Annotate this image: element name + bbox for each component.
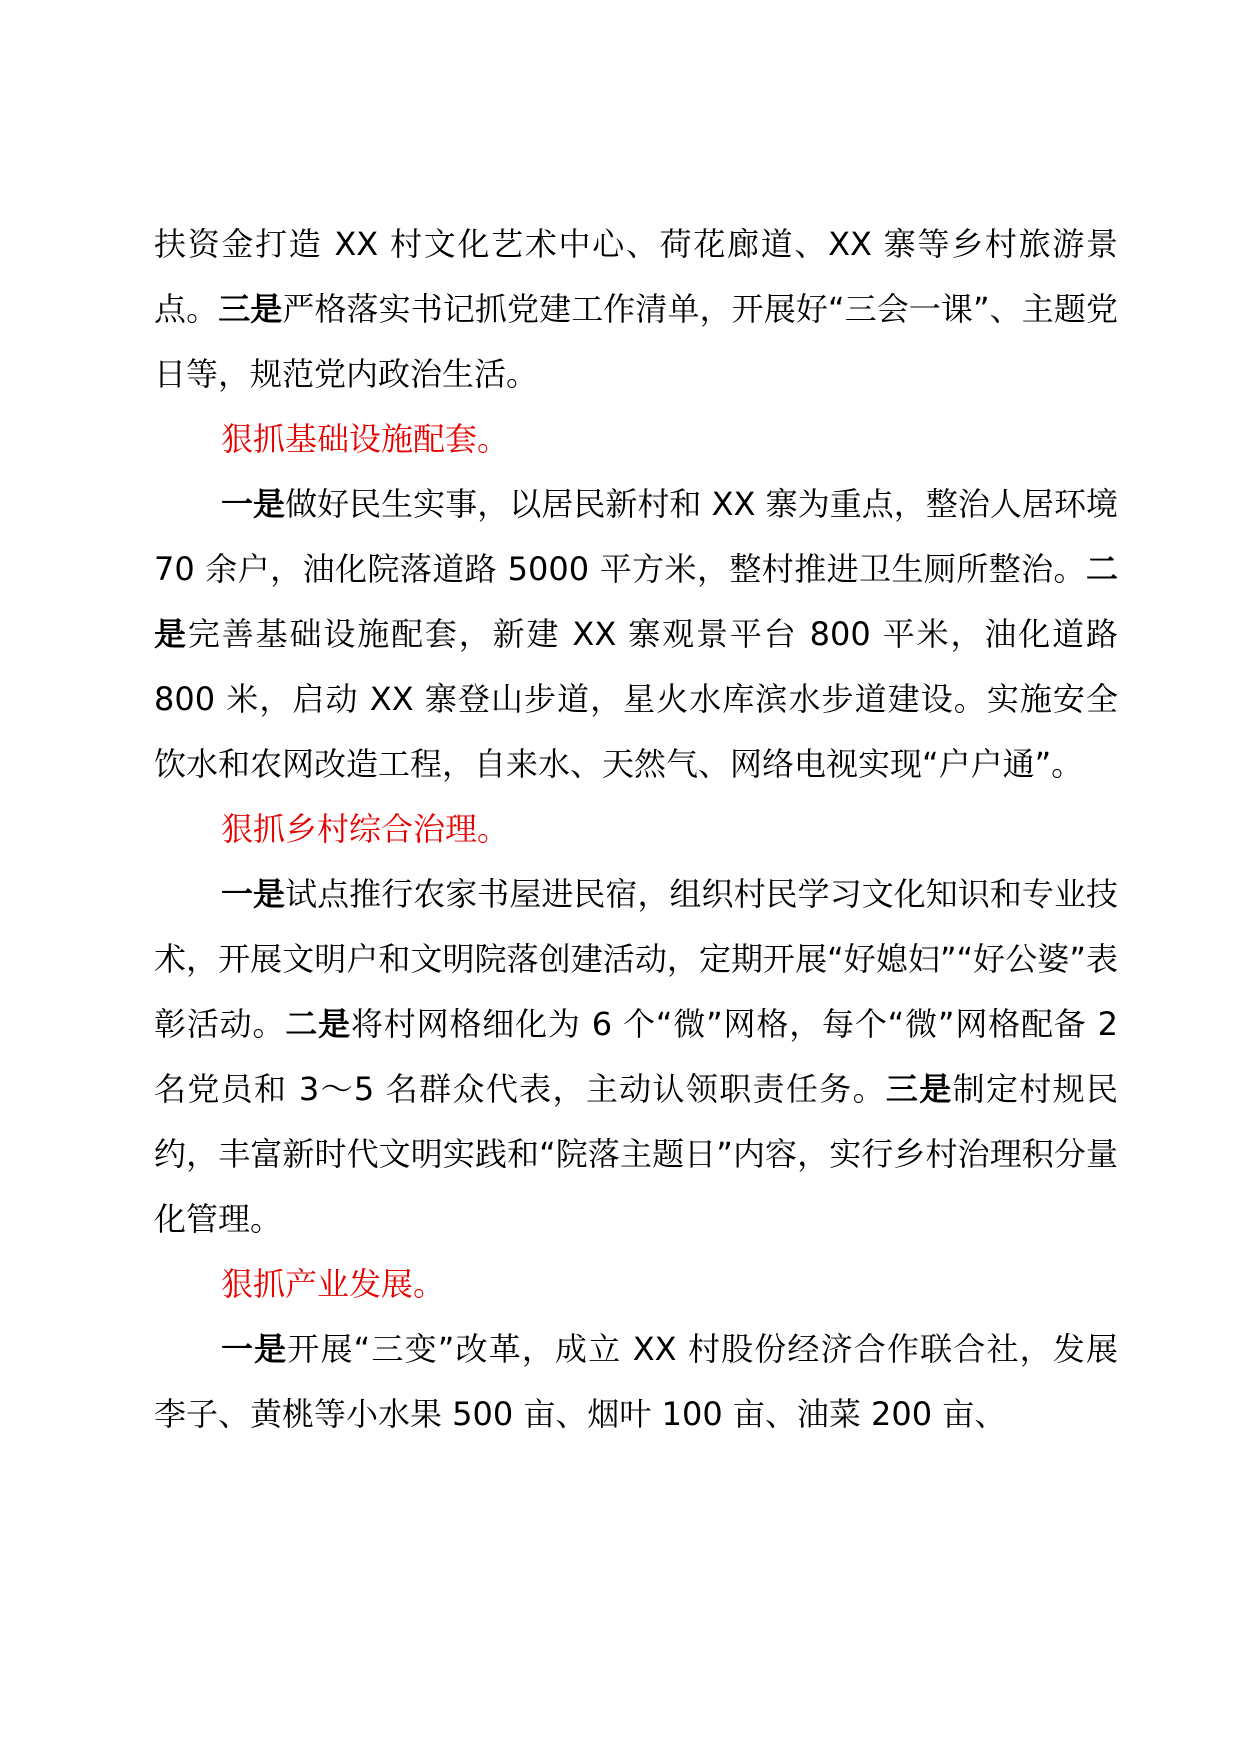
section-heading bbox=[154, 797, 1118, 862]
ordinal-lead: 三是 bbox=[885, 1070, 953, 1108]
section-heading bbox=[154, 407, 1118, 472]
ordinal-lead: 二是 bbox=[154, 550, 1118, 653]
body-paragraph bbox=[154, 1317, 1118, 1447]
text-segment: 狠抓基础设施配套。 bbox=[221, 420, 510, 458]
ordinal-lead: 一是 bbox=[221, 875, 286, 913]
text-segment: 严格落实书记抓党建工作清单，开展好“三会一课”、主题党日等，规范党内政治生活。 bbox=[154, 290, 1118, 393]
text-segment: 做好民生实事，以居民新村和 XX 寨为重点，整治人居环境 70 余户，油化院落道路 5000 平方米，整村推进卫生厕所整治。 bbox=[154, 485, 1118, 588]
text-segment: 将村网格细化为 6 个“微”网格，每个“微”网格配备 2 名党员和 3～5 名群众代表，主动认领职责任务。 bbox=[154, 1005, 1118, 1108]
text-segment: 开展“三变”改革，成立 XX 村股份经济合作联合社，发展李子、黄桃等小水果 500 亩、烟叶 100 亩、油菜 200 亩、 bbox=[154, 1330, 1118, 1433]
text-segment: 制定村规民约，丰富新时代文明实践和“院落主题日”内容，实行乡村治理积分量化管理。 bbox=[154, 1070, 1118, 1238]
ordinal-lead: 二是 bbox=[285, 1005, 351, 1043]
ordinal-lead: 一是 bbox=[221, 485, 286, 523]
ordinal-lead: 一是 bbox=[221, 1330, 288, 1368]
ordinal-lead: 三是 bbox=[218, 290, 283, 328]
text-segment: 完善基础设施配套，新建 XX 寨观景平台 800 平米，油化道路 800 米，启动 XX 寨登山步道，星火水库滨水步道建设。实施安全饮水和农网改造工程，自来水、天然气、网络电视实现“户户通”。 bbox=[154, 615, 1118, 783]
body-paragraph bbox=[154, 862, 1118, 1252]
text-segment: 狠抓产业发展。 bbox=[221, 1265, 446, 1303]
document-page bbox=[154, 212, 1118, 1447]
text-segment: 狠抓乡村综合治理。 bbox=[221, 810, 510, 848]
body-paragraph-continued bbox=[154, 212, 1118, 407]
text-segment: 试点推行农家书屋进民宿，组织村民学习文化知识和专业技术，开展文明户和文明院落创建活动，定期开展“好媳妇”“好公婆”表彰活动。 bbox=[154, 875, 1118, 1043]
section-heading bbox=[154, 1252, 1118, 1317]
body-paragraph bbox=[154, 472, 1118, 797]
text-segment: 扶资金打造 XX 村文化艺术中心、荷花廊道、XX 寨等乡村旅游景点。 bbox=[154, 225, 1118, 328]
